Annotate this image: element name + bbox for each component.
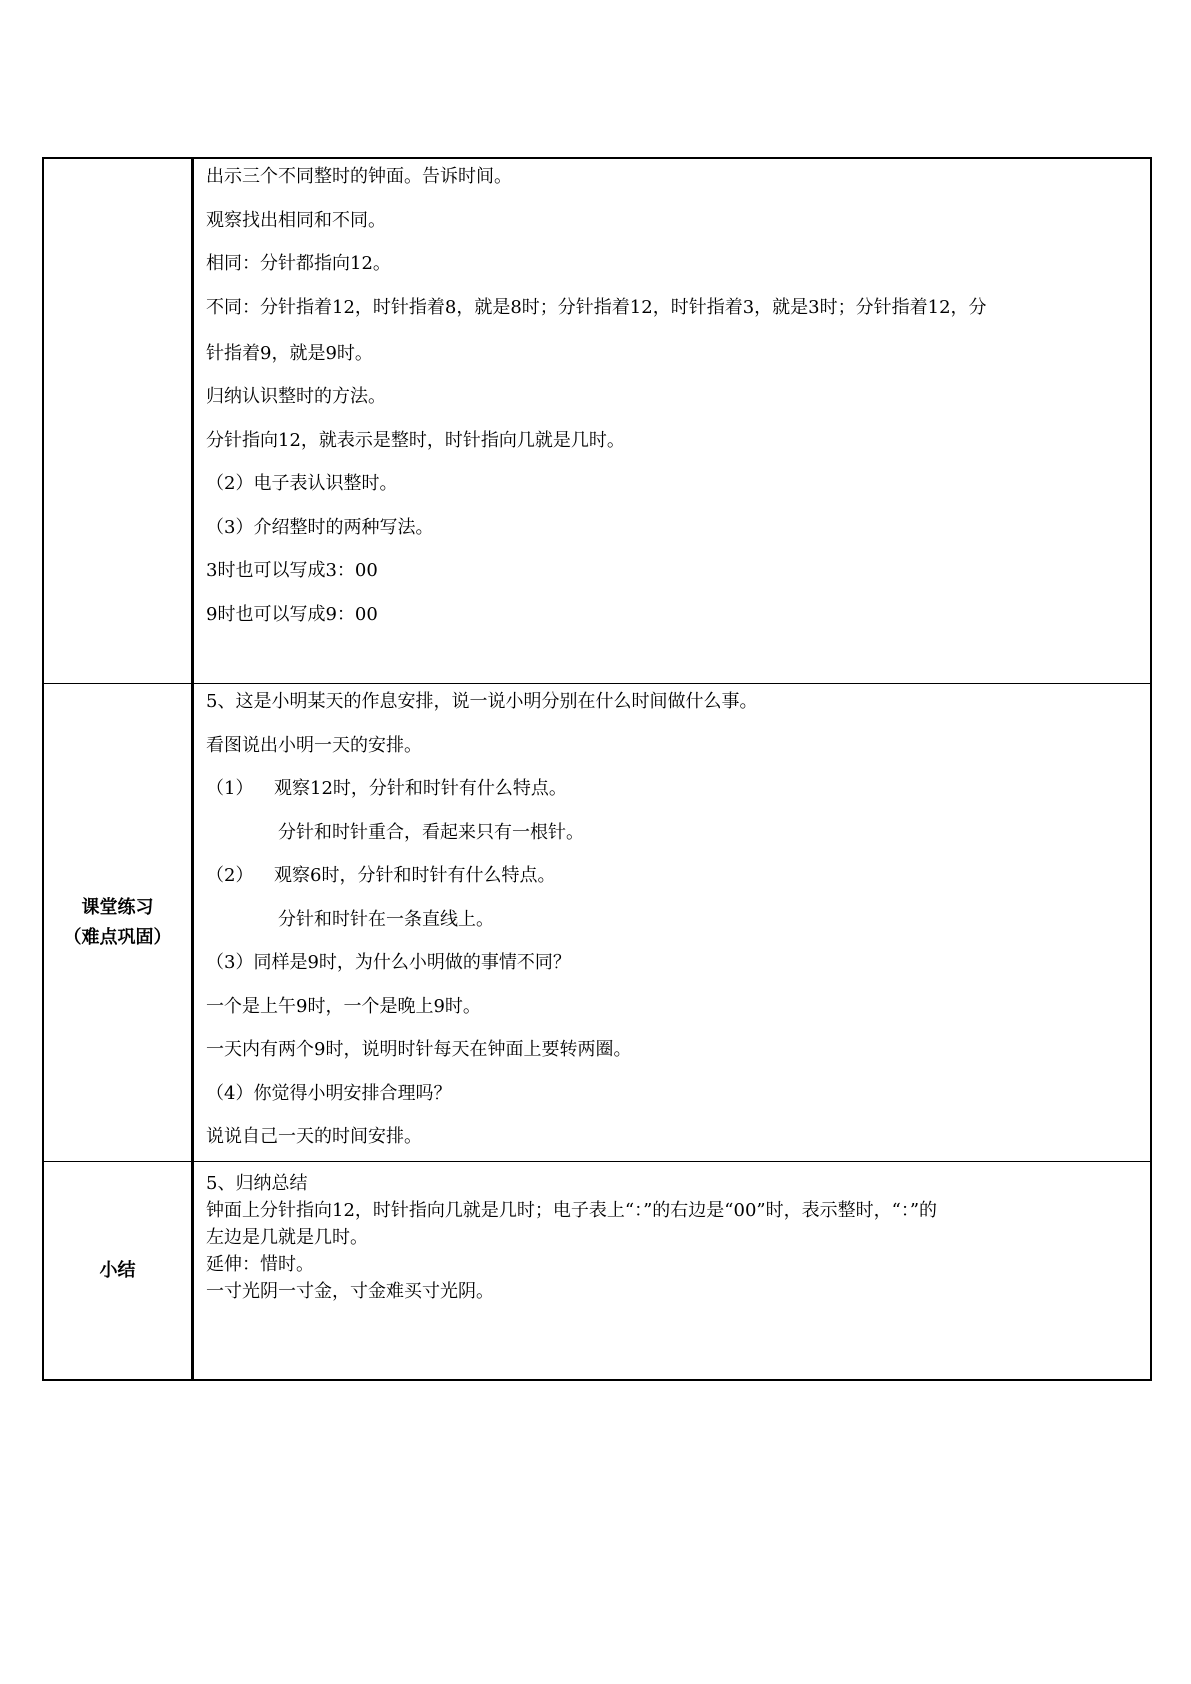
content-line: 针指着9，就是9时。 [206, 342, 373, 364]
row-label-sub: （难点巩固） [63, 926, 172, 948]
item-text: 观察12时，分针和时针有什么特点。 [274, 778, 567, 799]
item-answer: 分针和时针在一条直线上。 [278, 908, 494, 930]
content-line: （3）同样是9时，为什么小明做的事情不同？ [206, 952, 571, 973]
table-row [44, 1161, 1150, 1379]
row-content-cell [194, 159, 1150, 683]
content-line: 看图说出小明一天的安排。 [206, 734, 422, 756]
row-label-cell [44, 684, 194, 1161]
content-line: 3时也可以写成3：00 [206, 560, 378, 581]
content-line: 钟面上分针指向12，时针指向几就是几时；电子表上“：”的右边是“00”时，表示整时，“：”的 [206, 1200, 938, 1221]
row-label-cell [44, 159, 194, 683]
row-content-cell [194, 1162, 1150, 1379]
content-line: （3）介绍整时的两种写法。 [206, 516, 434, 538]
content-line: 一个是上午9时，一个是晚上9时。 [206, 995, 481, 1017]
row-label-cell [44, 1162, 194, 1379]
content-line: 不同：分针指着12，时针指着8，就是8时；分针指着12，时针指着3，就是3时；分针指着12，分 [206, 296, 987, 318]
numbered-item [206, 862, 1140, 906]
content-line: 5、这是小明某天的作息安排，说一说小明分别在什么时间做什么事。 [206, 691, 758, 712]
row-label: 小结 [99, 1259, 136, 1281]
content-line: 出示三个不同整时的钟面。告诉时间。 [206, 166, 512, 187]
content-line: 相同：分针都指向12。 [206, 253, 391, 274]
content-line: 左边是几就是几时。 [206, 1227, 368, 1248]
item-number: （1） [206, 778, 254, 799]
content-line: （4）你觉得小明安排合理吗？ [206, 1082, 452, 1104]
content-line: 一寸光阴一寸金，寸金难买寸光阴。 [206, 1281, 494, 1302]
item-answer: 分针和时针重合，看起来只有一根针。 [278, 821, 584, 843]
table-row [44, 159, 1150, 683]
table-row [44, 683, 1150, 1161]
content-line: （2）电子表认识整时。 [206, 473, 398, 494]
content-line: 归纳认识整时的方法。 [206, 386, 386, 407]
content-line: 分针指向12，就表示是整时，时针指向几就是几时。 [206, 429, 625, 451]
content-line: 观察找出相同和不同。 [206, 209, 386, 231]
content-line: 一天内有两个9时，说明时针每天在钟面上要转两圈。 [206, 1039, 632, 1060]
content-line: 说说自己一天的时间安排。 [206, 1126, 422, 1147]
item-number: （2） [206, 865, 254, 886]
row-label: 课堂练习 [81, 896, 154, 918]
content-line: 5、归纳总结 [206, 1173, 308, 1194]
content-line: 延伸：惜时。 [206, 1254, 314, 1275]
content-line: 9时也可以写成9：00 [206, 603, 378, 625]
numbered-item [206, 775, 1140, 819]
lesson-plan-table [42, 157, 1152, 1381]
item-text: 观察6时，分针和时针有什么特点。 [274, 865, 556, 886]
row-content-cell [194, 684, 1150, 1161]
